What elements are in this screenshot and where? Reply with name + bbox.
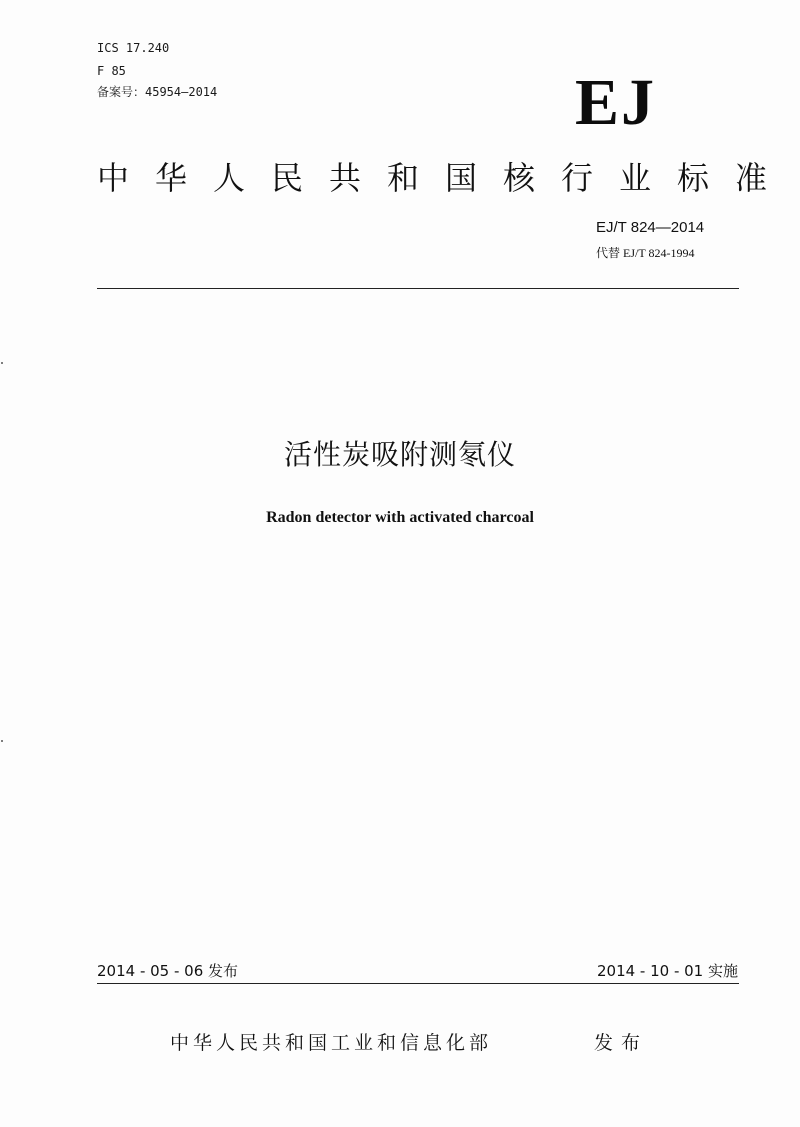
ej-logo: EJ — [575, 66, 657, 139]
header-divider — [97, 288, 739, 289]
replaces-standard: 代替 EJ/T 824-1994 — [596, 246, 695, 260]
publisher-name: 中华人民共和国工业和信息化部 — [170, 1032, 493, 1054]
classification-code: F 85 — [97, 64, 126, 78]
filing-number: 备案号：45954—2014 — [97, 85, 218, 99]
ics-code: ICS 17.240 — [97, 41, 170, 55]
standard-category-title: 中华人民共和国核行业标准 — [97, 159, 794, 197]
scan-speck — [1, 362, 3, 364]
document-title-english: Radon detector with activated charcoal — [266, 509, 534, 526]
scan-speck — [1, 740, 3, 742]
standard-number: EJ/T 824—2014 — [596, 219, 705, 236]
issue-date: 2014 - 05 - 06 发布 — [97, 962, 239, 980]
document-title-chinese: 活性炭吸附测氡仪 — [283, 438, 516, 471]
implementation-date: 2014 - 10 - 01 实施 — [596, 962, 738, 980]
publish-label: 发布 — [594, 1032, 649, 1054]
footer-divider — [97, 983, 739, 984]
